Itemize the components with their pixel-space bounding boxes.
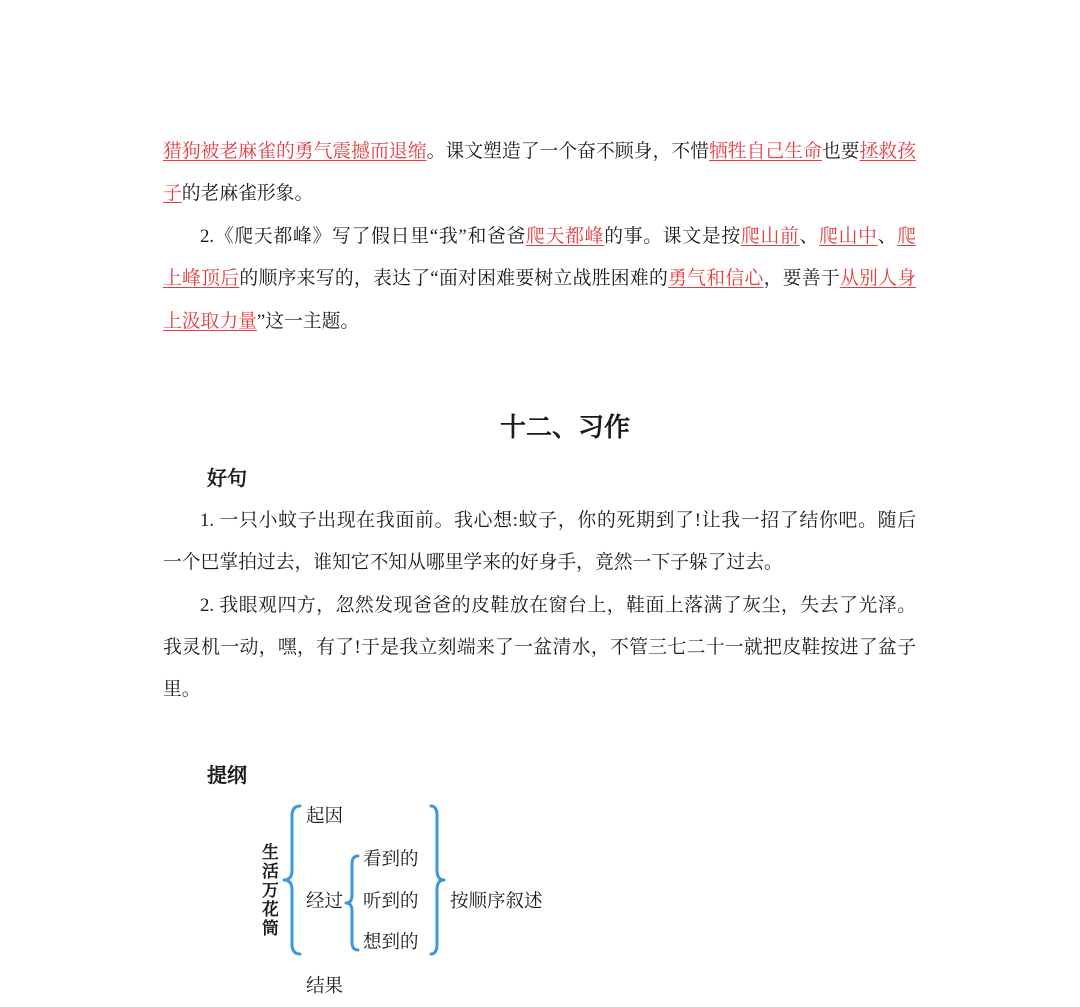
outline-topic: 生活万花筒 [258,843,278,938]
answer-text: 爬 [897,226,916,247]
body-text: 、 [877,226,898,247]
outline-cause: 起因 [306,807,344,827]
sentence-2-line-3: 里。 [163,679,201,700]
notes-para-2-line-1 [200,216,916,258]
process-detail-thought: 想到的 [363,933,419,953]
answer-text: 子 [163,183,182,204]
notes-para-1-line-1 [163,131,916,173]
outline-process: 经过 [306,892,344,912]
body-text: 的老麻雀形象。 [181,183,314,204]
body-text: 的顺序来写的，表达了“面对困难要树立战胜困难的 [239,268,669,289]
answer-text: 从别人身 [839,268,916,289]
notes-para-2-line-3 [163,301,916,343]
body-text: ”这一主题。 [256,311,360,332]
section-title: 十二、习作 [500,413,631,443]
answer-text: 上峰顶后 [163,268,240,289]
answer-text: 勇气和信心 [668,268,764,289]
answer-text: 爬天都峰 [526,226,605,247]
body-text: 也要 [821,141,860,162]
notes-para-2-line-2 [163,258,916,300]
sentence-1-line-1: 1. 一只小蚊子出现在我面前。我心想:蚊子，你的死期到了!让我一招了结你吧。随后 [200,510,916,531]
outline-result: 结果 [306,977,344,997]
notes-para-1-line-2 [163,173,916,215]
process-left-brace [346,856,358,950]
body-text: ，要善于 [763,268,840,289]
answer-text: 爬山前 [740,226,800,247]
body-text: 。课文塑造了一个奋不顾身，不惜 [426,141,709,162]
answer-text: 拯救孩 [859,141,916,162]
body-text: 、 [799,226,820,247]
outline-method: 按顺序叙述 [450,892,543,912]
process-detail-heard: 听到的 [363,892,419,912]
answer-text: 牺牲自己生命 [708,141,822,162]
body-text: 的事。课文是按 [604,226,741,247]
sentence-2-line-2: 我灵机一动，嘿，有了!于是我立刻端来了一盆清水，不管三七二十一就把皮鞋按进了盆子 [163,637,916,658]
sentence-2-line-1: 2. 我眼观四方，忽然发现爸爸的皮鞋放在窗台上，鞋面上落满了灰尘，失去了光泽。 [200,595,916,616]
outline-right-brace [431,806,444,954]
answer-text: 猎狗被老麻雀的勇气震撼而退缩 [163,141,427,162]
answer-text: 上汲取力量 [163,311,257,332]
sentence-1-line-2: 一个巴掌拍过去，谁知它不知从哪里学来的好身手，竟然一下子躲了过去。 [163,552,783,573]
outline-heading: 提纲 [207,763,247,787]
good-sentences-heading: 好句 [207,466,247,490]
answer-text: 爬山中 [819,226,878,247]
process-detail-seen: 看到的 [363,850,419,870]
body-text: 2.《爬天都峰》写了假日里“我”和爸爸 [200,226,527,247]
outline-left-brace [284,806,300,954]
